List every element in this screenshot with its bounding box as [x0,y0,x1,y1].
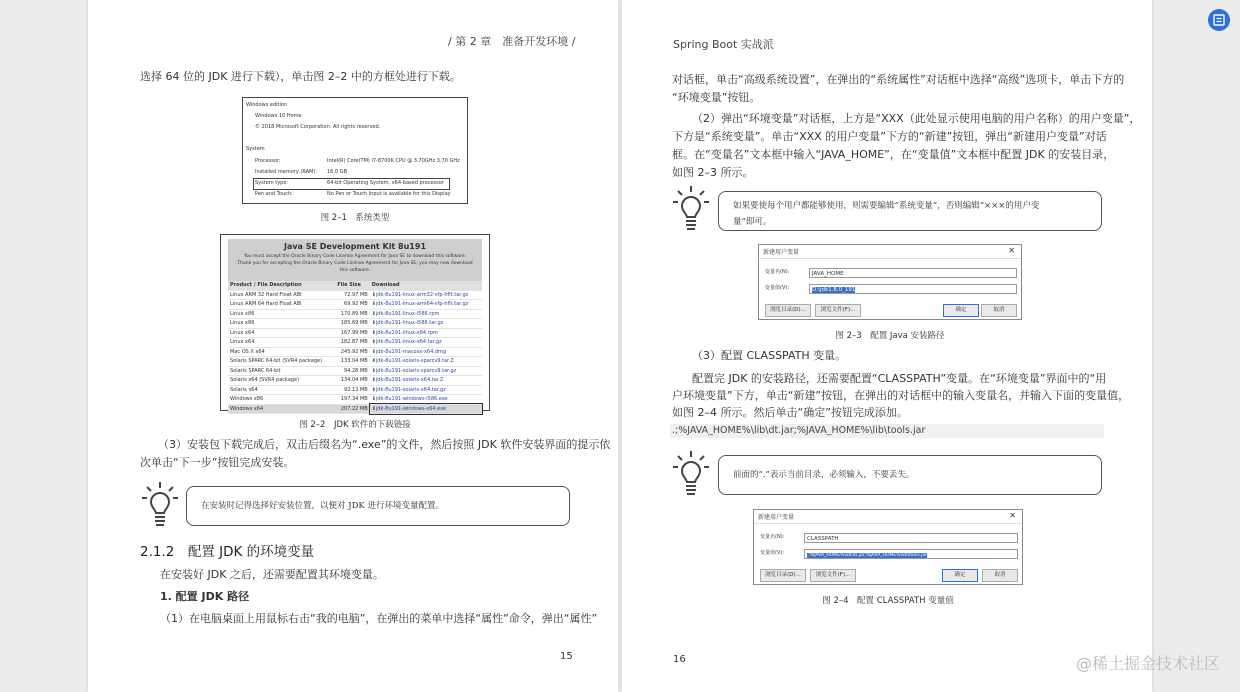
download-filename: jdk-8u191-solaris-x64.tar.Z [375,377,444,383]
lightbulb-icon [672,184,710,236]
variable-value-label: 变量值(V): [760,550,785,556]
download-filename: jdk-8u191-linux-i586.tar.gz [375,320,444,326]
file-size-cell: 245.92 MB [335,347,369,357]
browse-directory-button[interactable]: 浏览目录(D)... [760,569,806,582]
download-link[interactable] [370,385,482,395]
product-cell: Solaris SPARC 64-bit (SVR4 package) [228,357,335,367]
close-icon[interactable]: ✕ [1008,246,1015,255]
windows-edition-label: Windows edition [246,102,288,108]
figure-2-4-caption: 图 2–4 配置 CLASSPATH 变量值 [822,596,954,606]
file-size-cell: 133.04 MB [335,357,369,367]
table-row [228,300,482,310]
lightbulb-icon [141,480,179,532]
download-icon: ⬇ [371,367,376,374]
ok-button[interactable]: 确定 [942,569,978,582]
table-header: File Size [335,281,369,290]
download-filename: jdk-8u191-linux-x64.rpm [375,329,438,336]
download-filename: jdk-8u191-macosx-x64.dmg [375,348,447,355]
file-size-cell: 92.13 MB [335,385,369,395]
download-filename: jdk-8u191-solaris-sparcv9.tar.gz [375,367,457,374]
variable-name-input[interactable]: CLASSPATH [804,533,1018,543]
download-icon: ⬇ [371,301,376,307]
cancel-button[interactable]: 取消 [981,304,1017,317]
download-icon: ⬇ [371,339,376,345]
product-cell: Linux ARM 64 Hard Float ABI [228,300,335,310]
download-link[interactable] [370,338,482,348]
table-row [228,338,482,348]
variable-value-label: 变量值(V): [765,285,790,291]
tip-box-current-directory: 前面的“.”表示当前目录，必须输入，不要丢失。 [718,455,1102,495]
variable-name-label: 变量名(N): [765,269,790,275]
file-size-cell: 197.34 MB [335,395,369,405]
browse-file-button[interactable]: 浏览文件(F)... [810,569,856,582]
tip-box-install: 在安装时记得选择好安装位置，以便对 JDK 进行环境变量配置。 [186,486,570,526]
product-cell: Linux x64 [228,338,335,348]
step3-heading: （3）配置 CLASSPATH 变量。 [692,349,847,362]
file-size-cell: 69.92 MB [335,300,369,310]
new-user-variable-dialog-classpath [753,509,1023,585]
license-accepted-notice: Thank you for accepting the Oracle Binary Code License Agreement for Java SE; you may now download this software. [237,261,473,273]
para4-line3: 如图 2–4 所示。然后单击“确定”按钮完成添加。 [672,406,908,419]
translate-glyph-icon [1208,9,1230,31]
figure-2-2-caption: 图 2–2 JDK 软件的下载链接 [299,420,411,430]
jdk-download-table [228,281,482,414]
table-header: Product / File Description [228,281,335,290]
pen-touch-key: Pen and Touch: [255,191,293,197]
download-icon: ⬇ [371,348,376,355]
system-type-key: System type: [255,180,289,186]
processor-value: Intel(R) Core(TM) i7-8700K CPU @ 3.70GHz 3.70 GHz [327,158,460,164]
table-row [228,309,482,319]
page-number: 15 [560,651,573,662]
table-row [228,328,482,338]
ok-button[interactable]: 确定 [943,304,979,317]
table-row [228,404,482,414]
product-cell: Linux x64 [228,328,335,338]
para2-line2: 下方是“系统变量”。单击“XXX 的用户变量”下方的“新建”按钮，弹出“新建用户变量”对话 [672,130,1107,143]
new-user-variable-dialog-java-home [758,244,1022,320]
product-cell: Windows x64 [228,404,335,414]
download-link[interactable] [370,357,482,367]
download-filename: jdk-8u191-solaris-x64.tar.gz [375,386,446,393]
file-size-cell: 94.28 MB [335,366,369,376]
book-header: Spring Boot 实战派 [673,38,774,51]
product-cell: Solaris x64 [228,385,335,395]
figure-2-1-caption: 图 2–1 系统类型 [320,213,390,223]
download-icon: ⬇ [371,310,376,317]
step1-text: （1）在电脑桌面上用鼠标右击“我的电脑”，在弹出的菜单中选择“属性”命令，弹出“属性” [160,612,598,625]
variable-name-label: 变量名(N): [760,534,785,540]
table-row [228,357,482,367]
product-cell: Windows x86 [228,395,335,405]
close-icon[interactable]: ✕ [1009,511,1016,520]
table-row [228,366,482,376]
table-row [228,319,482,329]
browse-file-button[interactable]: 浏览文件(F)... [815,304,861,317]
watermark: @稀土掘金技术社区 [1075,654,1220,673]
download-filename: jdk-8u191-linux-arm32-vfp-hflt.tar.gz [375,291,469,298]
download-link[interactable] [370,347,482,357]
pen-touch-value: No Pen or Touch Input is available for this Display [327,191,451,197]
variable-name-input[interactable]: JAVA_HOME [809,268,1017,278]
variable-value-selected-text: D:\jdk1.8.0_191 [812,287,856,293]
download-icon: ⬇ [371,329,376,336]
browse-directory-button[interactable]: 浏览目录(D)... [765,304,811,317]
jdk-banner [228,239,482,281]
lightbulb-icon [672,449,710,501]
file-size-cell: 170.89 MB [335,309,369,319]
system-info-figure [242,97,468,204]
jdk-download-figure [220,234,490,411]
system-type-value: 64-bit Operating System, x64-based processor [327,180,444,186]
table-row [228,385,482,395]
download-link[interactable] [370,404,482,414]
chapter-header: / 第 2 章 准备开发环境 / [448,35,576,48]
file-size-cell: 167.99 MB [335,328,369,338]
para2-line1: （2）弹出“环境变量”对话框，上方是“XXX（此处显示使用电脑的用户名称）的用户变量”， [692,112,1141,125]
system-label: System [246,146,265,152]
figure-2-3-caption: 图 2–3 配置 Java 安装路径 [835,331,945,341]
para2-line4: 如图 2–3 所示。 [672,166,754,179]
download-link[interactable] [370,290,482,300]
para2-line3: 框。在“变量名”文本框中输入“JAVA_HOME”，在“变量值”文本框中配置 JDK 的安装目录， [672,148,1115,161]
section-intro: 在安装好 JDK 之后，还需要配置其环境变量。 [160,568,384,581]
download-link[interactable] [370,309,482,319]
download-icon: ⬇ [371,358,376,364]
intro-text: 选择 64 位的 JDK 进行下载），单击图 2–2 中的方框处进行下载。 [140,70,461,83]
download-filename: jdk-8u191-windows-x64.exe [375,405,447,412]
os-name: Windows 10 Home [255,113,302,119]
table-row [228,376,482,386]
download-filename: jdk-8u191-solaris-sparcv9.tar.Z [375,358,454,364]
download-filename: jdk-8u191-windows-i586.exe [375,396,448,402]
download-link[interactable] [370,300,482,310]
file-size-cell: 182.87 MB [335,338,369,348]
product-cell: Solaris SPARC 64-bit [228,366,335,376]
translate-app-icon[interactable] [1208,9,1230,31]
license-notice: You must accept the Oracle Binary Code License Agreement for Java SE to download this software. [243,254,467,259]
download-icon: ⬇ [371,291,376,298]
file-size-cell: 134.04 MB [335,376,369,386]
product-cell: Linux x86 [228,309,335,319]
tip-box-system-variable [718,191,1102,231]
step3-text-line1: （3）安装包下载完成后，双击后缀名为“.exe”的文件，然后按照 JDK 软件安装界面的提示依 [158,438,611,451]
product-cell: Linux x86 [228,319,335,329]
download-filename: jdk-8u191-linux-x64.tar.gz [375,339,442,345]
file-size-cell: 72.97 MB [335,290,369,300]
product-cell: Solaris x64 (SVR4 package) [228,376,335,386]
para4-line1: 配置完 JDK 的安装路径，还需要配置“CLASSPATH”变量。在“环境变量”界面中的“用 [692,372,1107,385]
para1-line2: “环境变量”按钮。 [672,91,761,104]
table-header: Download [370,281,482,290]
ram-key: Installed memory (RAM): [255,169,317,175]
para4-line2: 户环境变量”下方，单击“新建”按钮，在弹出的对话框中的输入变量名，并输入下面的变量值， [672,389,1130,402]
right-page [622,0,1152,692]
copyright-text: © 2018 Microsoft Corporation. All rights reserved. [255,124,381,130]
download-icon: ⬇ [371,386,376,393]
download-icon: ⬇ [371,396,376,402]
step3-text-line2: 次单击“下一步”按钮完成安装。 [140,456,295,469]
dialog-title-bar [759,245,1021,259]
dialog-title: 新建用户变量 [763,249,800,256]
table-row [228,395,482,405]
page-number: 16 [673,654,686,665]
download-link[interactable] [370,366,482,376]
ram-value: 16.0 GB [327,169,348,175]
dialog-title-bar [754,510,1022,524]
classpath-code-block: .;%JAVA_HOME%\lib\dt.jar;%JAVA_HOME%\lib\tools.jar [670,424,1104,438]
table-row [228,290,482,300]
section-heading: 2.1.2 配置 JDK 的环境变量 [140,544,315,560]
jdk-title: Java SE Development Kit 8u191 [283,242,427,251]
variable-value-selected-text: .;%JAVA_HOME%\lib\dt.jar;%JAVA_HOME%\lib\tools.jar [807,553,928,558]
table-header-row [228,281,482,290]
dialog-title: 新建用户变量 [758,514,795,521]
download-link[interactable] [370,395,482,405]
left-page [88,0,618,692]
download-icon: ⬇ [371,320,376,326]
subsection-heading: 1. 配置 JDK 路径 [160,590,250,603]
tip-line1: 如果要使每个用户都能够使用，则需要编辑“系统变量”，否则编辑“×××的用户变 [733,201,1040,211]
download-link[interactable] [370,319,482,329]
file-size-cell: 207.22 MB [335,404,369,414]
download-filename: jdk-8u191-linux-arm64-vfp-hflt.tar.gz [375,301,469,307]
processor-key: Processor: [255,158,281,164]
cancel-button[interactable]: 取消 [982,569,1018,582]
file-size-cell: 185.69 MB [335,319,369,329]
download-icon: ⬇ [371,405,376,412]
download-filename: jdk-8u191-linux-i586.rpm [375,310,440,317]
download-icon: ⬇ [371,377,376,383]
table-row [228,347,482,357]
product-cell: Linux ARM 32 Hard Float ABI [228,290,335,300]
product-cell: Mac OS X x64 [228,347,335,357]
download-link[interactable] [370,328,482,338]
para1-line1: 对话框，单击“高级系统设置”，在弹出的“系统属性”对话框中选择“高级”选项卡，单击下方的 [672,73,1125,86]
tip-line2: 量”即可。 [733,217,772,227]
variable-value-input[interactable] [804,549,1018,559]
download-link[interactable] [370,376,482,386]
variable-value-input[interactable] [809,284,1017,294]
